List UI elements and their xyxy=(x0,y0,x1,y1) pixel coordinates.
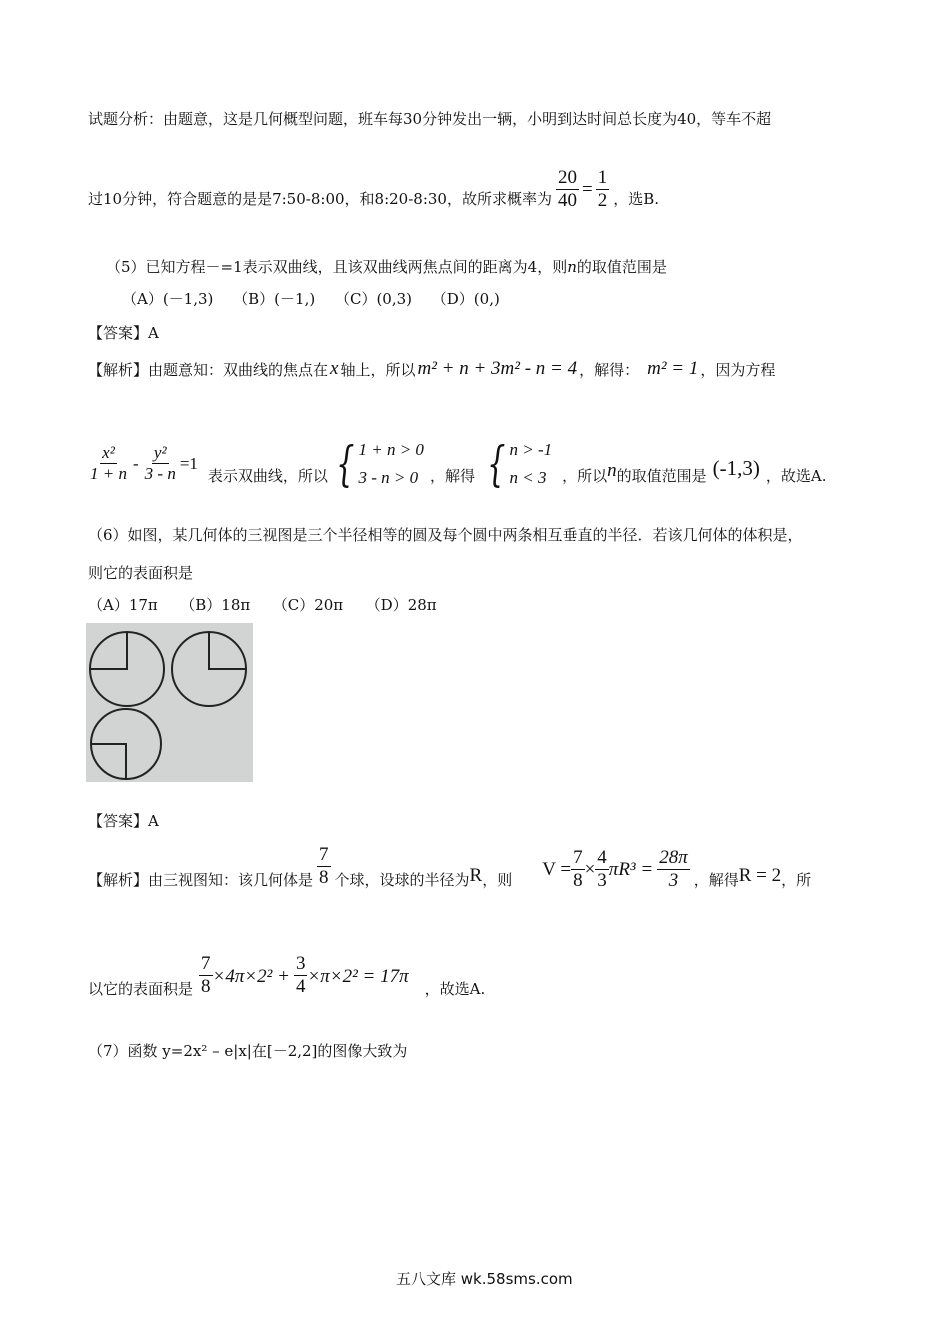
radius-value: R = 2 xyxy=(738,865,782,887)
analysis-text: ，故选A. xyxy=(765,466,827,485)
volume-label: V = xyxy=(542,859,572,881)
q5-stem-text: （5）已知方程－=1表示双曲线，且该双曲线两焦点间的距离为4，则 xyxy=(106,258,568,276)
frac-numerator: 20 xyxy=(557,167,577,188)
frac-numerator: 28π xyxy=(659,847,688,868)
analysis-text: 的取值范围是 xyxy=(616,466,707,485)
frac-numerator: 1 xyxy=(597,167,608,188)
analysis-text: ，所 xyxy=(781,870,812,889)
analysis-text: 【解析】由三视图知：该几何体是 xyxy=(88,870,314,889)
volume-expression: πR³ = xyxy=(608,859,654,881)
frac-denominator: 8 xyxy=(201,976,211,998)
footer-watermark: 五八文库 wk.58sms.com xyxy=(396,1270,573,1288)
q6-answer: 【答案】A xyxy=(88,812,159,830)
analysis-text: ，所以 xyxy=(562,466,608,485)
q5-options: （A）(－1,3) （B）(－1,) （C）(0,3) （D）(0,) xyxy=(122,290,500,308)
frac-denominator: 2 xyxy=(597,189,608,211)
var-x: x xyxy=(330,358,339,379)
q6-stem-2: 则它的表面积是 xyxy=(88,564,194,582)
q7-stem: （7）函数 y=2x² – e|x|在[－2,2]的图像大致为 xyxy=(88,1042,408,1060)
frac-denominator: 3 xyxy=(597,869,607,891)
analysis-line-2 xyxy=(88,168,659,213)
inequality: 3 - n > 0 xyxy=(358,468,419,487)
q5-answer: 【答案】A xyxy=(88,324,159,342)
equals-sign: = xyxy=(581,179,593,201)
frac-numerator: 3 xyxy=(295,953,306,975)
var-n: n xyxy=(607,460,617,481)
interval: (-1,3) xyxy=(712,455,760,480)
analysis-text: 过10分钟，符合题意的是是7:50-8:00，和8:20-8:30，故所求概率为 xyxy=(88,189,552,208)
surface-expression: ×4π×2² + xyxy=(212,965,290,987)
analysis-text: ，解得 xyxy=(693,870,739,889)
analysis-text: ，解得： xyxy=(579,360,640,379)
q5-stem-end: 的取值范围是 xyxy=(576,258,667,276)
surface-expression: ×π×2² = 17π xyxy=(307,965,409,987)
q6-analysis-line-1: 【解析】由三视图知：该几何体是 $\frac{7}{8}$ 个球，设球的半径为 R ，则 V = $\frac{7}{8}$ × $\frac{4}{3}$ πR³ = $\frac{28\pi}{3}$ ，解得 R = 2 ，所 xyxy=(88,844,812,891)
three-view-figure xyxy=(86,623,253,782)
frac-denominator: 1 + n xyxy=(90,463,127,483)
analysis-text: 轴上，所以 xyxy=(340,360,416,379)
q6-analysis-line-2 xyxy=(88,954,485,999)
equals-one: =1 xyxy=(179,453,198,473)
frac-denominator: 8 xyxy=(319,866,329,888)
inequality-system-2: { n > -1 n < 3 xyxy=(487,436,553,492)
analysis-text: 以它的表面积是 xyxy=(88,980,194,998)
inequality: n < 3 xyxy=(509,468,547,487)
analysis-text: 个球，设球的半径为 xyxy=(334,870,470,889)
q5-analysis-line-1 xyxy=(88,358,775,380)
frac-numerator: 7 xyxy=(201,953,211,975)
q5-stem xyxy=(106,256,667,277)
analysis-text: ，则 xyxy=(482,870,513,889)
equation: m² = 1 xyxy=(647,358,699,379)
frac-numerator: 4 xyxy=(597,847,607,868)
inequality: 1 + n > 0 xyxy=(358,440,424,459)
analysis-line-1: 试题分析：由题意，这是几何概型问题，班车每30分钟发出一辆，小明到达时间总长度为40，等车不超 xyxy=(88,110,772,128)
q5-stem-var: n xyxy=(567,258,577,276)
inequality-system-1: { 1 + n > 0 3 - n > 0 xyxy=(336,436,424,492)
analysis-text: ，解得 xyxy=(429,466,475,485)
analysis-text: ，故选A. xyxy=(424,980,486,998)
analysis-text: ，选B. xyxy=(613,189,659,208)
q5-analysis-line-2 xyxy=(88,436,827,492)
frac-denominator: 40 xyxy=(557,189,577,211)
frac-denominator: 3 - n xyxy=(144,463,176,483)
var-R: R xyxy=(469,865,483,887)
analysis-text: ，因为方程 xyxy=(700,360,776,379)
q6-stem-1: （6）如图，某几何体的三视图是三个半径相等的圆及每个圆中两条相互垂直的半径．若该几何体的体积是， xyxy=(88,526,803,544)
equation: m² + n + 3m² - n = 4 xyxy=(417,358,578,379)
analysis-text: 表示双曲线，所以 xyxy=(207,466,328,485)
frac-denominator: 4 xyxy=(295,976,306,998)
inequality: n > -1 xyxy=(509,440,553,459)
analysis-text: 【解析】由题意知：双曲线的焦点在 xyxy=(88,360,329,379)
frac-numerator: y² xyxy=(153,442,167,462)
minus-sign: - xyxy=(132,453,139,473)
frac-numerator: x² xyxy=(102,442,115,462)
frac-denominator: 8 xyxy=(573,869,583,891)
frac-numerator: 7 xyxy=(573,847,583,868)
frac-denominator: 3 xyxy=(668,869,679,891)
frac-numerator: 7 xyxy=(319,844,329,865)
q6-options: （A）17π （B）18π （C）20π （D）28π xyxy=(88,596,437,614)
